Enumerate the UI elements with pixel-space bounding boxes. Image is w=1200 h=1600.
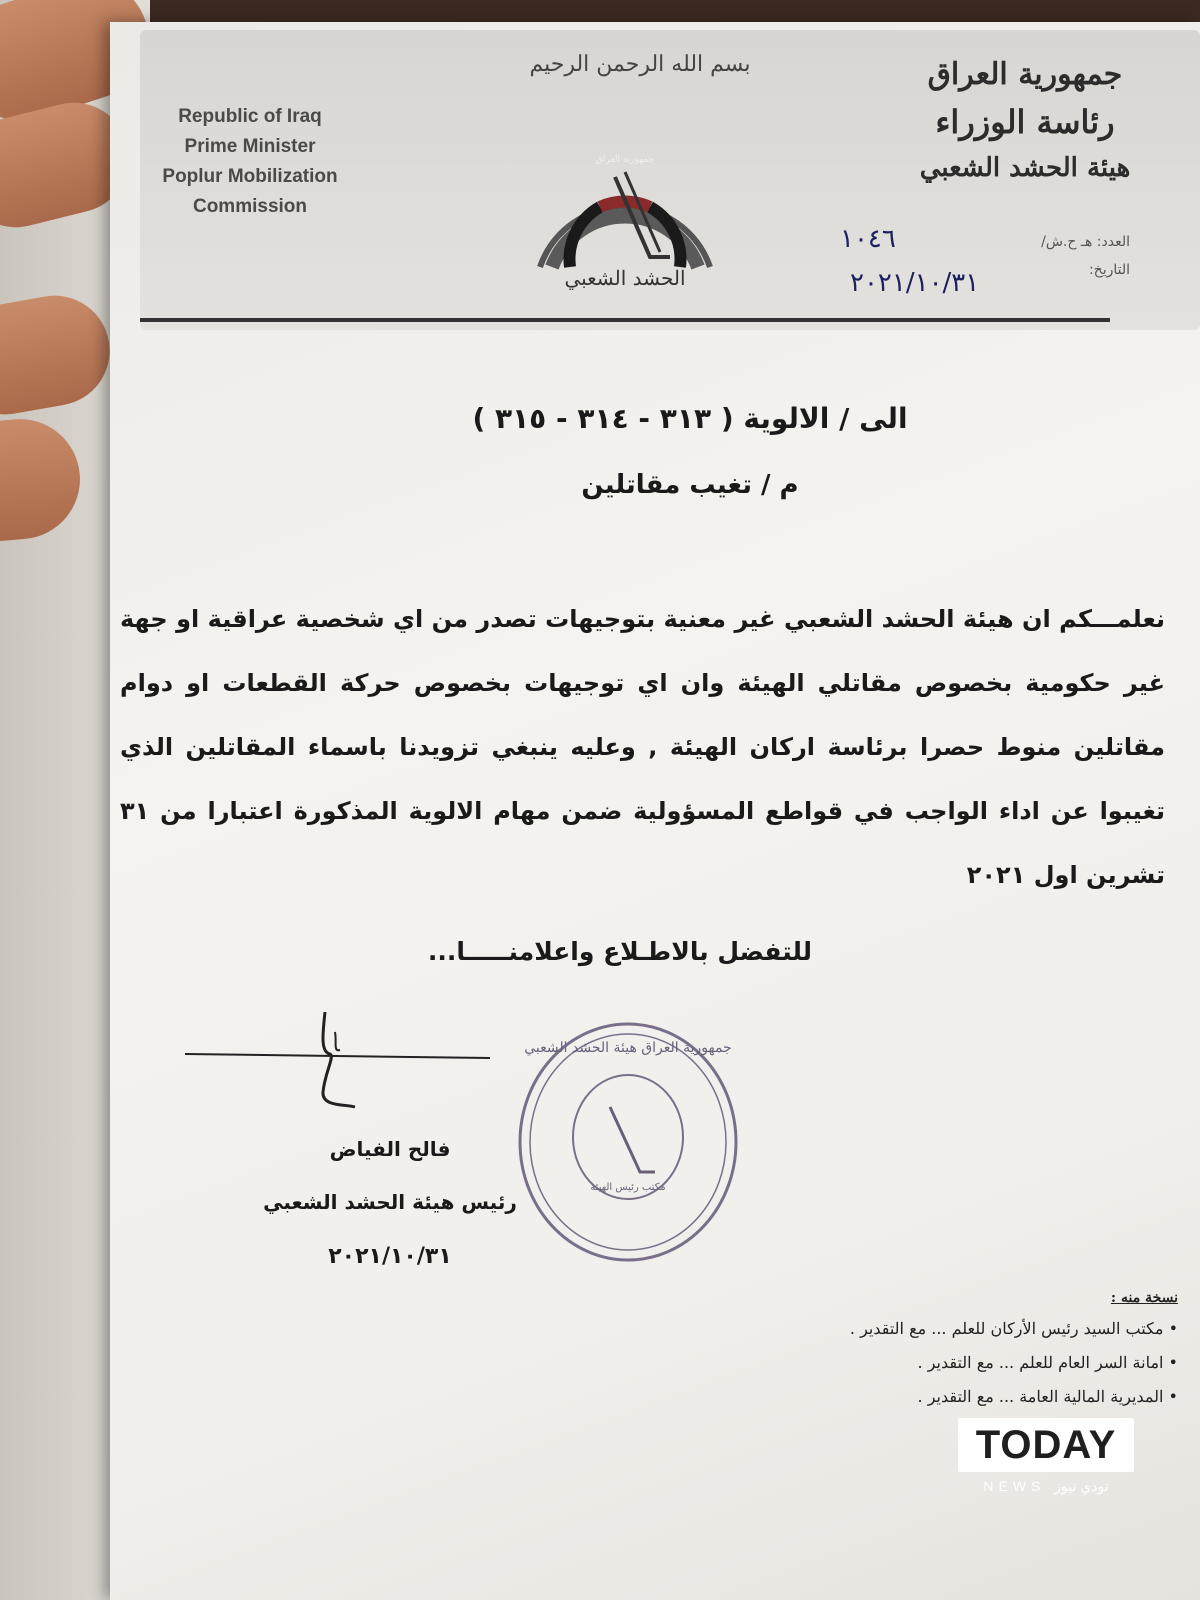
watermark-brand: TODAY <box>958 1418 1134 1472</box>
letter-recipient: الى / الالوية ( ٣١٣ - ٣١٤ - ٣١٥ ) <box>472 402 908 435</box>
header-divider <box>140 318 1110 322</box>
signature-date: ٢٠٢١/١٠/٣١ <box>328 1244 452 1269</box>
en-line-commission-2: Commission <box>192 196 308 217</box>
letterhead-english <box>140 102 360 222</box>
ref-number-value: ١٠٤٦ <box>840 224 896 254</box>
signer-name: فالح الفياض <box>329 1137 451 1161</box>
letter-closing: للتفضل بالاطـلاع واعلامنـــــا... <box>427 937 813 966</box>
watermark-sub-en: NEWS <box>983 1478 1046 1494</box>
stamp-inner-text: مكتب رئيس الهيئة <box>590 1182 666 1193</box>
basmala: بسم الله الرحمن الرحيم <box>529 52 751 77</box>
signer-title: رئيس هيئة الحشد الشعبي <box>263 1190 517 1214</box>
commission-logo-icon <box>520 117 730 297</box>
logo-arc-text: جمهورية العراق <box>595 155 655 165</box>
copy-item: • مكتب السيد رئيس الأركان للعلم ... مع التقدير . <box>849 1319 1178 1338</box>
date-label: التاريخ: <box>1088 262 1130 278</box>
en-line-office: Prime Minister <box>184 136 316 157</box>
copies-list <box>748 1290 1178 1414</box>
stamp-outer-text: جمهورية العراق هيئة الحشد الشعبي <box>524 1040 732 1056</box>
ref-number-label: العدد: هـ ح.ش/ <box>1041 234 1130 250</box>
en-line-country: Republic of Iraq <box>178 106 322 127</box>
copy-item: • المديرية المالية العامة ... مع التقدير . <box>917 1387 1178 1406</box>
ar-line-country: جمهورية العراق <box>927 57 1123 92</box>
copies-heading: نسخة منه : <box>1110 1290 1178 1306</box>
document-page <box>110 22 1200 1600</box>
watermark <box>958 1418 1134 1510</box>
copy-item: • امانة السر العام للعلم ... مع التقدير . <box>917 1353 1178 1372</box>
letterhead-arabic <box>910 52 1140 190</box>
handwritten-signature-icon <box>185 1012 495 1132</box>
ar-line-commission: هيئة الحشد الشعبي <box>919 153 1131 183</box>
letter-subject: م / تغيب مقاتلين <box>581 470 799 500</box>
en-line-commission: Poplur Mobilization <box>162 166 338 187</box>
official-stamp-icon <box>510 1012 750 1272</box>
logo-text: الحشد الشعبي <box>564 266 686 290</box>
watermark-sub-ar: تودي نيوز <box>1054 1478 1109 1494</box>
letter-body: نعلمـــكم ان هيئة الحشد الشعبي غير معنية بتوجيهات تصدر من اي شخصية عراقية او جهة غير حكومية بخصوص مقاتلي الهيئة وان اي توجيهات بخصوص حركة القطعات او دوام مقاتلين منوط حصرا برئاسة اركان الهيئة , وعليه ينبغي تزويدنا باسماء المقاتلين الذي تغيبوا عن اداء الواجب في قواطع المسؤولية ضمن مهام الالوية المذكورة اعتبارا من ٣١ تشرين اول ٢٠٢١ <box>120 605 1165 889</box>
date-value: ٢٠٢١/١٠/٣١ <box>850 268 980 298</box>
ar-line-office: رئاسة الوزراء <box>935 103 1115 141</box>
watermark-subtitle <box>958 1478 1134 1495</box>
